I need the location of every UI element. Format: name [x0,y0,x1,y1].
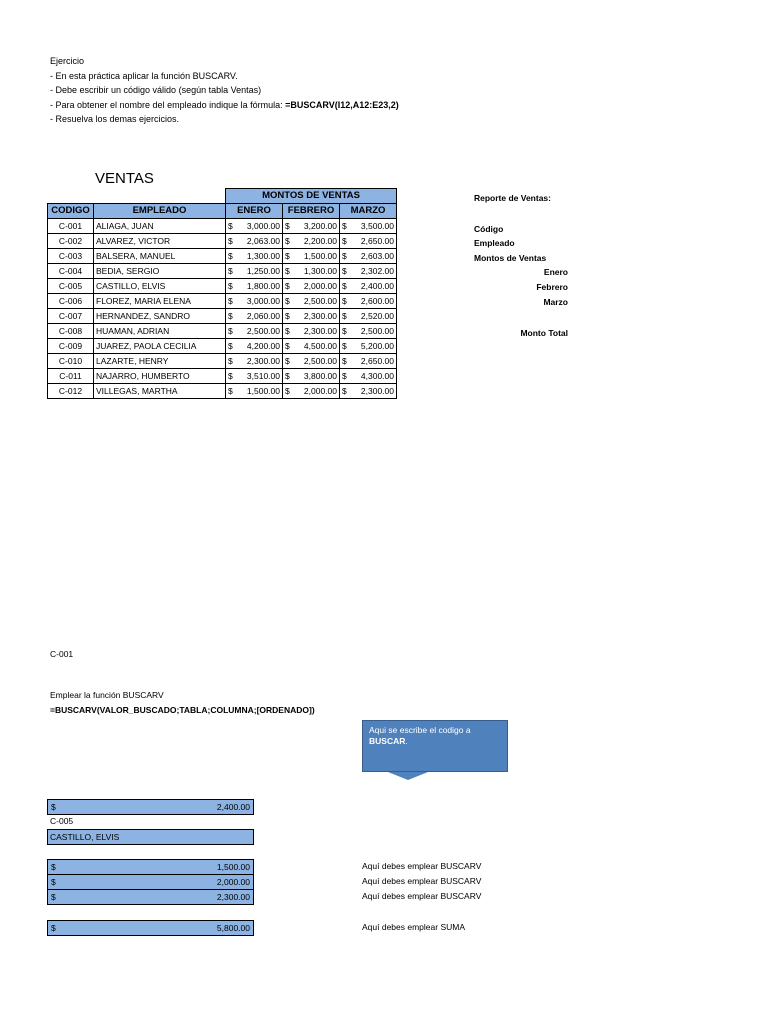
instructions [50,54,399,127]
cell-marzo[interactable] [340,264,397,279]
currency-symbol: $ [285,326,290,336]
currency-symbol: $ [51,877,56,887]
instruction-line: Ejercicio [50,56,85,66]
marzo-value: 4,300.00 [360,371,394,381]
codigo-value: C-001 [58,221,83,231]
buscarv-syntax: =BUSCARV(VALOR_BUSCADO;TABLA;COLUMNA;[ORDENADO]) [50,705,315,715]
currency-symbol: $ [228,296,233,306]
codigo-value: C-004 [58,266,83,276]
callout-note [362,720,508,772]
result-enero-value: 1,500.00 [216,862,250,872]
reporte-montos-label: Montos de Ventas [474,253,547,263]
result-enero-cell[interactable] [48,860,253,875]
currency-symbol: $ [228,371,233,381]
cell-enero[interactable] [226,384,283,399]
callout-line1: Aqui se escribe el codigo a [369,725,471,735]
febrero-value: 2,000.00 [303,386,337,396]
ventas-table [47,188,397,399]
currency-symbol: $ [342,371,347,381]
table-row [48,294,397,309]
cell-febrero[interactable] [283,339,340,354]
febrero-value: 4,500.00 [303,341,337,351]
currency-symbol: $ [342,221,347,231]
enero-value: 1,300.00 [246,251,280,261]
febrero-value: 3,800.00 [303,371,337,381]
currency-symbol: $ [342,296,347,306]
cell-enero[interactable] [226,219,283,234]
cell-febrero[interactable] [283,309,340,324]
callout-bold-word: BUSCAR [369,736,406,746]
currency-symbol: $ [342,311,347,321]
reporte-title: Reporte de Ventas: [474,193,551,203]
cell-febrero[interactable] [283,354,340,369]
currency-symbol: $ [285,356,290,366]
cell-marzo[interactable] [340,234,397,249]
callout-punct: . [405,736,408,746]
cell-enero[interactable] [226,354,283,369]
currency-symbol: $ [342,326,347,336]
cell-codigo[interactable] [48,354,94,369]
cell-codigo[interactable] [48,369,94,384]
currency-symbol: $ [228,251,233,261]
currency-symbol: $ [285,266,290,276]
header-enero[interactable]: ENERO [226,204,283,219]
currency-symbol: $ [228,281,233,291]
empleado-value: BALSERA, MANUEL [96,251,176,261]
cell-codigo[interactable] [48,249,94,264]
marzo-value: 2,302.00 [360,266,394,276]
currency-symbol: $ [51,892,56,902]
codigo-value: C-003 [58,251,83,261]
result-total-cell[interactable] [47,920,254,936]
codigo-value: C-007 [58,311,83,321]
empleado-value: BEDIA, SERGIO [96,266,160,276]
cell-enero[interactable] [226,309,283,324]
empleado-value: FLOREZ, MARIA ELENA [96,296,191,306]
currency-symbol: $ [285,236,290,246]
currency-symbol: $ [285,371,290,381]
cell-febrero[interactable] [283,249,340,264]
cell-empleado[interactable] [94,384,226,399]
instruction-line [50,98,399,113]
empleado-value: NAJARRO, HUMBERTO [96,371,190,381]
header-febrero[interactable]: FEBRERO [283,204,340,219]
instruction-line: - En esta práctica aplicar la función BUSCARV. [50,70,238,81]
table-row [48,234,397,249]
cell-empleado[interactable] [94,354,226,369]
result-employee-value: CASTILLO, ELVIS [50,832,120,842]
result-code[interactable]: C-005 [50,816,74,826]
marzo-value: 2,400.00 [360,281,394,291]
result-employee-cell[interactable] [47,829,254,845]
currency-symbol: $ [285,341,290,351]
table-row [48,219,397,234]
empleado-value: JUAREZ, PAOLA CECILIA [96,341,197,351]
table-row [48,339,397,354]
codigo-value: C-011 [59,371,82,381]
instruction-line: - Resuelva los demas ejercicios. [50,114,180,124]
cell-marzo[interactable] [340,354,397,369]
result-months-group [47,859,254,905]
cell-codigo[interactable] [48,339,94,354]
reporte-total-label: Monto Total [520,328,568,338]
cell-enero[interactable] [226,294,283,309]
febrero-value: 2,200.00 [303,236,337,246]
result-marzo-value: 2,300.00 [216,892,250,902]
cell-febrero[interactable] [283,264,340,279]
result-marzo-cell[interactable] [48,890,253,904]
table-row [48,309,397,324]
marzo-value: 2,500.00 [360,326,394,336]
currency-symbol: $ [285,311,290,321]
febrero-value: 2,500.00 [303,296,337,306]
cell-empleado[interactable] [94,339,226,354]
callout-tail [388,772,428,780]
currency-symbol: $ [228,386,233,396]
currency-symbol: $ [228,236,233,246]
currency-symbol: $ [342,386,347,396]
enero-value: 4,200.00 [246,341,280,351]
enero-value: 2,500.00 [246,326,280,336]
cell-marzo[interactable] [340,369,397,384]
febrero-value: 2,300.00 [303,326,337,336]
marzo-value: 2,600.00 [360,296,394,306]
currency-symbol: $ [285,296,290,306]
cell-empleado[interactable] [94,234,226,249]
enero-value: 1,500.00 [246,386,280,396]
cell-enero[interactable] [226,234,283,249]
formula-text: =BUSCARV(I12,A12:E23,2) [285,99,399,110]
enero-value: 2,063.00 [246,236,280,246]
cell-empleado[interactable] [94,264,226,279]
table-row [48,354,397,369]
result-total-value: 5,800.00 [216,923,250,933]
currency-symbol: $ [342,266,347,276]
empleado-value: ALIAGA, JUAN [96,221,154,231]
marzo-value: 2,650.00 [360,356,394,366]
cell-codigo[interactable] [48,234,94,249]
currency-symbol: $ [342,356,347,366]
cell-febrero[interactable] [283,294,340,309]
cell-codigo[interactable] [48,279,94,294]
cell-codigo[interactable] [48,264,94,279]
table-row [48,369,397,384]
table-row [48,264,397,279]
currency-symbol: $ [285,281,290,291]
cell-empleado[interactable] [94,369,226,384]
currency-symbol: $ [342,236,347,246]
table-row [48,279,397,294]
lookup-code-cell[interactable]: C-001 [50,649,74,659]
enero-value: 3,000.00 [246,221,280,231]
currency-symbol: $ [228,266,233,276]
cell-codigo[interactable] [48,219,94,234]
cell-marzo[interactable] [340,294,397,309]
note-buscarv-febrero: Aquí debes emplear BUSCARV [362,876,482,886]
febrero-value: 1,500.00 [303,251,337,261]
currency-symbol: $ [228,221,233,231]
cell-febrero[interactable] [283,324,340,339]
table-row [48,249,397,264]
cell-marzo[interactable] [340,339,397,354]
cell-enero[interactable] [226,369,283,384]
currency-symbol: $ [51,802,56,812]
cell-enero[interactable] [226,339,283,354]
empleado-value: VILLEGAS, MARTHA [96,386,178,396]
cell-marzo[interactable] [340,324,397,339]
reporte-febrero-label: Febrero [536,282,568,292]
empleado-value: CASTILLO, ELVIS [96,281,166,291]
enero-value: 2,060.00 [246,311,280,321]
marzo-value: 2,603.00 [360,251,394,261]
table-row [48,324,397,339]
febrero-value: 2,000.00 [303,281,337,291]
currency-symbol: $ [285,386,290,396]
empleado-value: ALVAREZ, VICTOR [96,236,171,246]
cell-marzo[interactable] [340,249,397,264]
cell-febrero[interactable] [283,219,340,234]
table-row [48,384,397,399]
codigo-value: C-012 [58,386,83,396]
cell-codigo[interactable] [48,324,94,339]
reporte-enero-label: Enero [543,267,568,277]
marzo-value: 2,300.00 [360,386,394,396]
currency-symbol: $ [285,221,290,231]
febrero-value: 2,500.00 [303,356,337,366]
marzo-value: 3,500.00 [360,221,394,231]
cell-febrero[interactable] [283,279,340,294]
cell-febrero[interactable] [283,234,340,249]
enero-value: 3,000.00 [246,296,280,306]
currency-symbol: $ [228,326,233,336]
currency-symbol: $ [228,311,233,321]
note-buscarv-enero: Aquí debes emplear BUSCARV [362,861,482,871]
febrero-value: 2,300.00 [303,311,337,321]
codigo-value: C-008 [58,326,83,336]
cell-febrero[interactable] [283,384,340,399]
montos-group-header[interactable]: MONTOS DE VENTAS [226,189,397,204]
result-febrero-value: 2,000.00 [216,877,250,887]
buscarv-instruction: Emplear la función BUSCARV [50,690,164,700]
reporte-marzo-label: Marzo [543,297,568,307]
reporte-codigo-label: Código [474,224,504,234]
marzo-value: 5,200.00 [360,341,394,351]
cell-marzo[interactable] [340,384,397,399]
cell-codigo[interactable] [48,384,94,399]
cell-empleado[interactable] [94,279,226,294]
cell-enero[interactable] [226,279,283,294]
result-amount-value: 2,400.00 [216,802,250,812]
cell-empleado[interactable] [94,294,226,309]
currency-symbol: $ [285,251,290,261]
cell-enero[interactable] [226,249,283,264]
header-marzo[interactable]: MARZO [340,204,397,219]
currency-symbol: $ [228,341,233,351]
currency-symbol: $ [342,281,347,291]
currency-symbol: $ [228,356,233,366]
header-codigo[interactable]: CODIGO [48,204,94,219]
empleado-value: HUAMAN, ADRIAN [96,326,170,336]
marzo-value: 2,650.00 [360,236,394,246]
codigo-value: C-006 [58,296,83,306]
codigo-value: C-005 [58,281,83,291]
cell-febrero[interactable] [283,369,340,384]
codigo-value: C-002 [58,236,83,246]
currency-symbol: $ [51,862,56,872]
reporte-empleado-label: Empleado [474,238,515,248]
ventas-title: VENTAS [95,170,154,187]
instruction-line: - Debe escribir un código válido (según tabla Ventas) [50,85,262,95]
cell-empleado[interactable] [94,249,226,264]
cell-empleado[interactable] [94,324,226,339]
currency-symbol: $ [342,251,347,261]
cell-marzo[interactable] [340,219,397,234]
cell-empleado[interactable] [94,219,226,234]
febrero-value: 3,200.00 [303,221,337,231]
currency-symbol: $ [51,923,56,933]
header-empleado[interactable]: EMPLEADO [94,204,226,219]
empleado-value: LAZARTE, HENRY [96,356,169,366]
codigo-value: C-009 [58,341,83,351]
cell-enero[interactable] [226,324,283,339]
note-suma: Aquí debes emplear SUMA [362,922,465,932]
result-amount-cell[interactable] [47,799,254,815]
cell-codigo[interactable] [48,294,94,309]
enero-value: 1,800.00 [246,281,280,291]
note-buscarv-marzo: Aquí debes emplear BUSCARV [362,891,482,901]
cell-empleado[interactable] [94,309,226,324]
instruction-text: - Para obtener el nombre del empleado indique la fórmula: [50,99,286,110]
cell-marzo[interactable] [340,279,397,294]
cell-marzo[interactable] [340,309,397,324]
enero-value: 1,250.00 [246,266,280,276]
enero-value: 2,300.00 [246,356,280,366]
cell-codigo[interactable] [48,309,94,324]
codigo-value: C-010 [58,356,83,366]
cell-enero[interactable] [226,264,283,279]
currency-symbol: $ [342,341,347,351]
febrero-value: 1,300.00 [303,266,337,276]
enero-value: 3,510.00 [246,371,280,381]
result-febrero-cell[interactable] [48,875,253,890]
empleado-value: HERNANDEZ, SANDRO [96,311,190,321]
callout-line2 [369,736,501,747]
marzo-value: 2,520.00 [360,311,394,321]
